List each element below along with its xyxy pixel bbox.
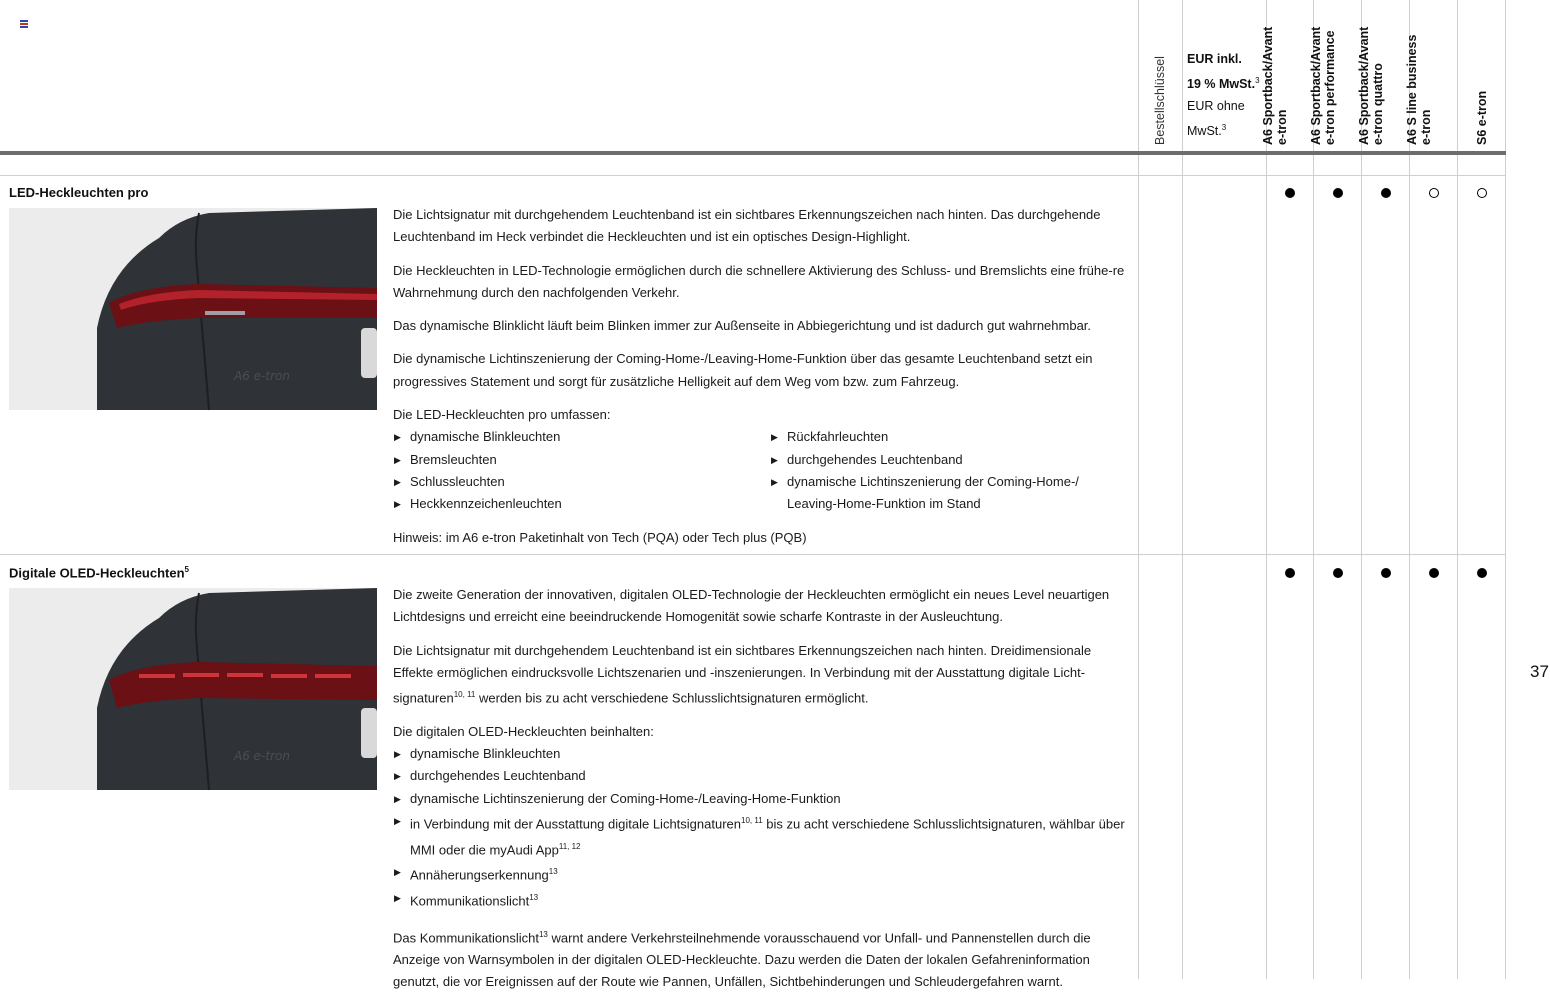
svg-text:A6 e-tron: A6 e-tron: [234, 369, 290, 383]
availability-mark: [1477, 568, 1487, 578]
section-title: LED-Heckleuchten pro: [9, 185, 149, 200]
section-title: Digitale OLED-Heckleuchten$^5$: [9, 565, 189, 581]
list-item: ▶ Annäherungserkennung$^{13}$: [393, 861, 1133, 887]
column-divider: [1409, 0, 1410, 979]
paragraph: Die zweite Generation der innovativen, digitalen OLED-Technologie der Heckleuchten ermöglicht ein neues Level neuartigen Lichtdesigns und erreicht eine beeindruckende Homogenität sowie scharfe Kontraste in der Ausleuchtung.: [393, 587, 1110, 625]
paragraph: Die dynamische Lichtinszenierung der Coming-Home-/Leaving-Home-Funktion über das gesamte Leuchtenband setzt ein progressives Statement und sorgt für zusätzliche Helligkeit auf dem Weg vom bzw. zum Fahrzeug.: [393, 351, 1093, 389]
column-divider: [1266, 0, 1267, 979]
svg-text:A6 e-tron: A6 e-tron: [234, 749, 290, 763]
list-item: ▶ Kommunikationslicht$^{13}$: [393, 887, 1133, 913]
flag-icon: [20, 20, 28, 27]
model-header: A6 Sportback/Avant e-tron performance: [1309, 26, 1337, 145]
column-divider: [1313, 0, 1314, 979]
order-key-header: Bestellschlüssel: [1153, 56, 1167, 145]
model-header: A6 Sportback/Avant e-tron: [1261, 26, 1289, 145]
column-divider: [1182, 0, 1183, 979]
availability-mark: [1429, 568, 1439, 578]
header-rule: [0, 151, 1506, 155]
paragraph: Die Lichtsignatur mit durchgehendem Leuchtenband ist ein sichtbares Erkennungszeichen nach hinten. Das durchgehende Leuchtenband im Heck verbindet die Heckleuchten und ist ein optisches Design-Highlight.: [393, 207, 1101, 245]
paragraph: Die Heckleuchten in LED-Technologie ermöglichen durch die schnellere Aktivierung des Schluss- und Bremslichts eine frühe-re Wahrnehmung durch den nachfolgenden Verkehr.: [393, 262, 1125, 300]
availability-mark: [1333, 568, 1343, 578]
feature-list: [393, 426, 770, 515]
list-item: ▶ durchgehendes Leuchtenband: [393, 765, 1133, 787]
list-item: ▶ durchgehendes Leuchtenband: [770, 449, 1115, 471]
page-number: 37: [1530, 662, 1549, 681]
paragraph: Das dynamische Blinklicht läuft beim Blinken immer zur Außenseite in Abbiegerichtung und ist dadurch gut wahrnehmbar.: [393, 318, 1092, 334]
list-item: ▶ Heckkennzeichenleuchten: [393, 493, 770, 515]
note-text: Hinweis: im A6 e-tron Paketinhalt von Tech (PQA) oder Tech plus (PQB): [393, 529, 807, 545]
section-divider: [0, 175, 1506, 176]
list-item: ▶ dynamische Lichtinszenierung der Coming-Home-/Leaving-Home-Funktion: [393, 788, 1133, 810]
list-item: ▶ Bremsleuchten: [393, 449, 770, 471]
list-item: ▶ Rückfahrleuchten: [770, 426, 1115, 448]
model-header: S6 e-tron: [1475, 90, 1489, 145]
section-divider: [0, 554, 1506, 555]
model-header: A6 Sportback/Avant e-tron quattro: [1357, 26, 1385, 145]
availability-mark: [1285, 568, 1295, 578]
list-intro: Die digitalen OLED-Heckleuchten beinhalten:: [393, 723, 654, 739]
feature-list: [770, 426, 1115, 515]
list-item: ▶ Schlussleuchten: [393, 471, 770, 493]
availability-mark: [1381, 568, 1391, 578]
column-divider: [1138, 0, 1139, 979]
list-item: ▶ in Verbindung mit der Ausstattung digitale Lichtsignaturen$^{10, 11}$ bis zu acht verschiedene Schlusslichtsignaturen, wählbar über MMI oder die myAudi App$^{11, 12}$: [393, 810, 1133, 861]
availability-mark: [1285, 188, 1295, 198]
paragraph: Das Kommunikationslicht$^{13}$ warnt andere Verkehrsteilnehmende vorausschauend vor Unfall- und Pannenstellen durch die Anzeige von Warnsymbolen in der digitalen OLED-Heckleuchte. Dazu werden die Daten der lokalen Gefahreninformation genutzt, die vor Ereignissen auf der Route wie Pannen, Unfällen, Sichtbehinderungen und Schleudergefahren warnt.: [393, 929, 1091, 990]
availability-mark: [1333, 188, 1343, 198]
price-header: EUR inkl. 19 % MwSt.$^3$ EUR ohne MwSt.$^3$: [1187, 52, 1260, 139]
list-item: ▶ dynamische Blinkleuchten: [393, 743, 1133, 765]
oled-rear-light-photo: [9, 588, 377, 790]
column-divider: [1505, 0, 1506, 979]
list-item: ▶ dynamische Blinkleuchten: [393, 426, 770, 448]
column-divider: [1457, 0, 1458, 979]
availability-mark: [1477, 188, 1487, 198]
column-divider: [1361, 0, 1362, 979]
model-header: A6 S line business e-tron: [1405, 34, 1433, 145]
list-intro: Die LED-Heckleuchten pro umfassen:: [393, 407, 611, 423]
feature-list: [393, 743, 1133, 912]
section-description: [393, 584, 1133, 1005]
availability-mark: [1381, 188, 1391, 198]
availability-mark: [1429, 188, 1439, 198]
list-item: ▶ dynamische Lichtinszenierung der Coming-Home-/ Leaving-Home-Funktion im Stand: [770, 471, 1115, 516]
led-rear-light-photo: [9, 208, 377, 410]
paragraph: Die Lichtsignatur mit durchgehendem Leuchtenband ist ein sichtbares Erkennungszeichen nach hinten. Dreidimensionale Effekte ermöglichen eindrucksvolle Lichtszenarien und -inszenierungen. In Verbindung mit der Ausstattung digitale Licht-signaturen$^{10, 11}$ werden bis zu acht verschiedene Schlusslichtsignaturen ermöglicht.: [393, 642, 1092, 706]
section-description: [393, 204, 1133, 549]
